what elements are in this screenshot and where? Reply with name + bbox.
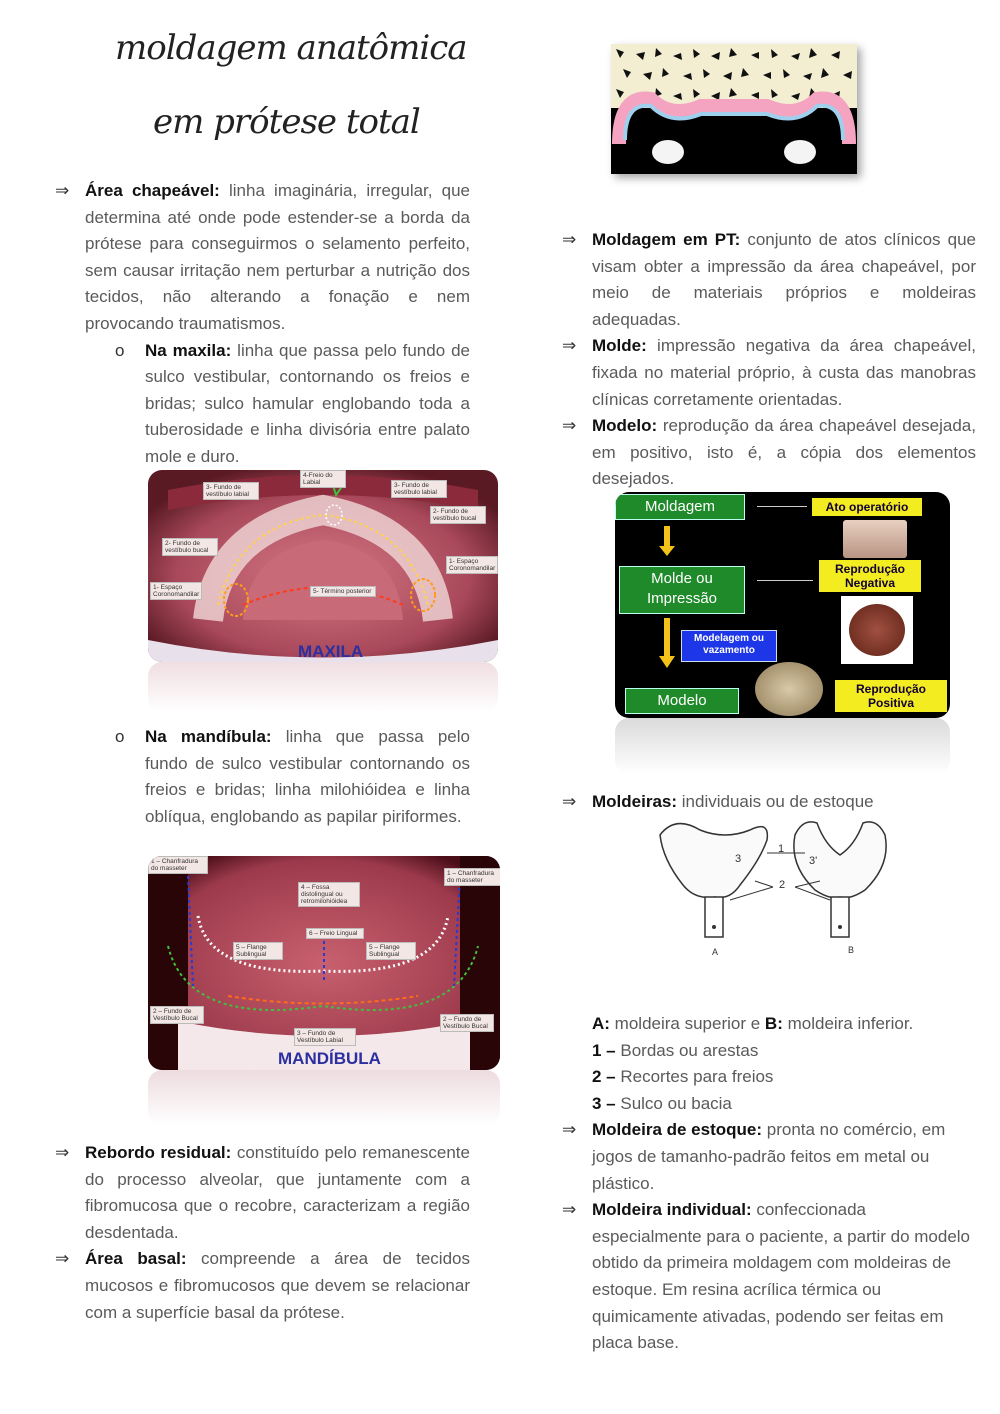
arrow-icon: ⇒ [562,230,577,249]
maxila-reflection [148,662,498,712]
definition: individuais ou de estoque [677,792,874,811]
definition: linha que passa pelo fundo de sulco vestibular contornando os freios e bridas; linha milohióidea e linha oblíqua, englobando as papilar piriformes. [145,727,470,826]
individual-item [562,1197,976,1357]
tray-label-3b: 3' [809,855,818,867]
arrow-icon: ⇒ [55,181,70,200]
tray-label-b: B [848,945,855,955]
bullet-icon: o [115,727,125,746]
maxila-label: 4-Freio do Labial [300,470,346,488]
term: Molde: [592,336,647,356]
flowchart [615,492,950,718]
legend-text: moldeira superior e [609,1014,765,1033]
legend-key: 1 – [592,1040,616,1060]
definition: constituído pelo remanescente do processo alveolar, que juntamente com a fibromucosa que o recobre, caracterizam a região desdentada. [85,1143,470,1242]
maxila-item [115,338,470,471]
legend-line [592,1091,976,1118]
arrow-right-icon [757,506,807,507]
arrow-icon: ⇒ [562,1120,577,1140]
arrow-down-icon [659,656,675,668]
area-basal-item [55,1246,470,1326]
term: Rebordo residual: [85,1143,232,1162]
mandibula-caption: MANDÍBULA [278,1049,381,1068]
term: Na maxila: [145,340,232,360]
tray-label-2: 2 [779,879,786,891]
definition: linha que passa pelo fundo de sulco vestibular, contornando os freios e bridas; sulco hamular englobando toda a tuberosidade e linha divisória entre palato mole e duro. [145,340,471,466]
impression-photo [841,596,913,664]
flow-moldagem: Moldagem [615,494,745,520]
left-column-2 [55,724,470,830]
right-column-3 [562,1011,976,1357]
legend-text: Bordas ou arestas [615,1040,759,1060]
arrow-down-icon [664,526,670,548]
legend-key: 3 – [592,1093,616,1113]
mandibula-photo [148,856,500,1070]
mandibula-label: 1 – Chanfradura do masseter [148,856,208,874]
impression-diagram [611,44,857,174]
mandibula-label: 5 – Flange Sublingual [233,942,283,960]
definition: confeccionada especialmente para o paciente, a partir do modelo obtido da primeira moldagem com moldeiras de estoque. Em resina acrílica térmica ou quimicamente ativadas, podendo ser feitas em placa base. [592,1200,971,1353]
tray-label-3: 3 [735,853,742,865]
term: Área chapeável: [85,181,220,200]
definition: reprodução da área chapeável desejada, em positivo, isto é, a cópia dos elementos desejados. [592,416,976,489]
term: Moldeira individual: [592,1200,752,1220]
term: Moldagem em PT: [592,230,741,249]
term: Modelo: [592,416,658,436]
title-line-2: em prótese total [153,102,420,142]
term: Moldeiras: [592,792,678,811]
estoque-item [562,1117,976,1197]
legend-text: moldeira inferior. [782,1014,914,1033]
mandibula-label: 5 – Flange Sublingual [366,942,416,960]
mandibula-reflection [148,1070,500,1125]
arrow-icon: ⇒ [562,416,577,436]
arrow-down-icon [659,546,675,556]
definition: compreende a área de tecidos mucosos e fibromucosos que devem se relacionar com a superfície basal da prótese. [85,1249,470,1322]
definition: linha imaginária, irregular, que determina até onde pode estender-se a borda da prótese para conseguirmos o selamento perfeito, sem causar irritação nem perturbar a nutrição dos tecidos, não alterando a fonação e nem provocando traumatismos. [85,181,471,333]
definition: impressão negativa da área chapeável, fixada no material próprio, à custa das manobras clínicas corretamente orientadas. [592,336,976,409]
term: Área basal: [85,1249,187,1269]
legend-line [592,1011,976,1038]
maxila-label: 3- Fundo de vestíbulo labial [391,480,447,498]
patient-photo [843,520,907,558]
mandibula-label: 1 – Chanfradura do masseter [444,868,500,886]
maxila-label: 1- Espaço Coronomandilar [150,582,202,600]
flow-rep-pos: Reprodução Positiva [835,680,947,712]
impression-illustration [611,44,857,174]
molde-item [562,333,976,413]
trays-drawing [655,815,915,965]
maxila-label: 2- Fundo de vestíbulo bucal [430,506,486,524]
flow-modelagem: Modelagem ou vazamento [681,630,777,662]
term: Moldeira de estoque: [592,1120,763,1140]
cast-photo [755,662,823,716]
mandibula-item [115,724,470,830]
modelo-item [562,413,976,493]
right-column-2 [562,789,976,816]
legend-line [592,1064,976,1091]
legend-text: Recortes para freios [615,1067,774,1087]
title-line-1: moldagem anatômica [115,28,467,68]
moldeiras-item [562,789,976,816]
legend-key: B: [764,1014,783,1033]
flow-molde: Molde ou Impressão [619,566,745,614]
arrow-icon: ⇒ [562,1200,577,1220]
mandibula-label: 2 – Fundo de Vestíbulo Bucal [150,1006,204,1024]
flow-rep-neg: Reprodução Negativa [819,560,921,592]
legend-text: Sulco ou bacia [615,1093,732,1113]
maxila-label: 2- Fundo de vestíbulo bucal [162,538,218,556]
bullet-icon: o [115,340,125,360]
flow-modelo: Modelo [625,688,739,714]
definition: pronta no comércio, em jogos de tamanho-padrão feitos em metal ou plástico. [592,1120,946,1193]
legend-key: A: [592,1014,610,1033]
legend-key: 2 – [592,1067,616,1087]
maxila-label: 5- Término posterior [310,586,376,597]
rebordo-item [55,1140,470,1246]
maxila-caption: MAXILA [298,642,364,661]
arrow-icon: ⇒ [562,792,577,811]
area-chapeavel-item [55,178,470,338]
flow-ato: Ato operatório [812,498,922,516]
mandibula-label: 4 – Fossa distolingual ou retromilohióidea [298,882,360,907]
arrow-right-icon [757,580,813,581]
definition: conjunto de atos clínicos que visam obter a impressão da área chapeável, por meio de materiais próprios e moldeiras adequadas. [592,230,976,329]
maxila-label: 3- Fundo de vestíbulo labial [203,482,259,500]
flowchart-reflection [615,718,950,774]
left-column [55,178,470,471]
tray-label-a: A [712,947,719,957]
arrow-down-icon [664,618,670,658]
left-column-3 [55,1140,470,1326]
tray-legend [562,1011,976,1117]
maxila-photo [148,470,498,662]
mandibula-label: 3 – Fundo de Vestíbulo Labial [294,1028,356,1046]
term: Na mandíbula: [145,727,272,746]
maxila-label: 1- Espaço Coronomandilar [446,556,498,574]
mandibula-label: 2 – Fundo de Vestíbulo Bucal [440,1014,494,1032]
tray-label-1: 1 [778,843,785,855]
arrow-icon: ⇒ [562,336,577,356]
arrow-icon: ⇒ [55,1249,70,1269]
right-column [562,227,976,493]
legend-line [592,1038,976,1065]
arrow-icon: ⇒ [55,1143,70,1162]
moldagem-pt-item [562,227,976,333]
mandibula-label: 6 – Freio Lingual [306,928,364,939]
